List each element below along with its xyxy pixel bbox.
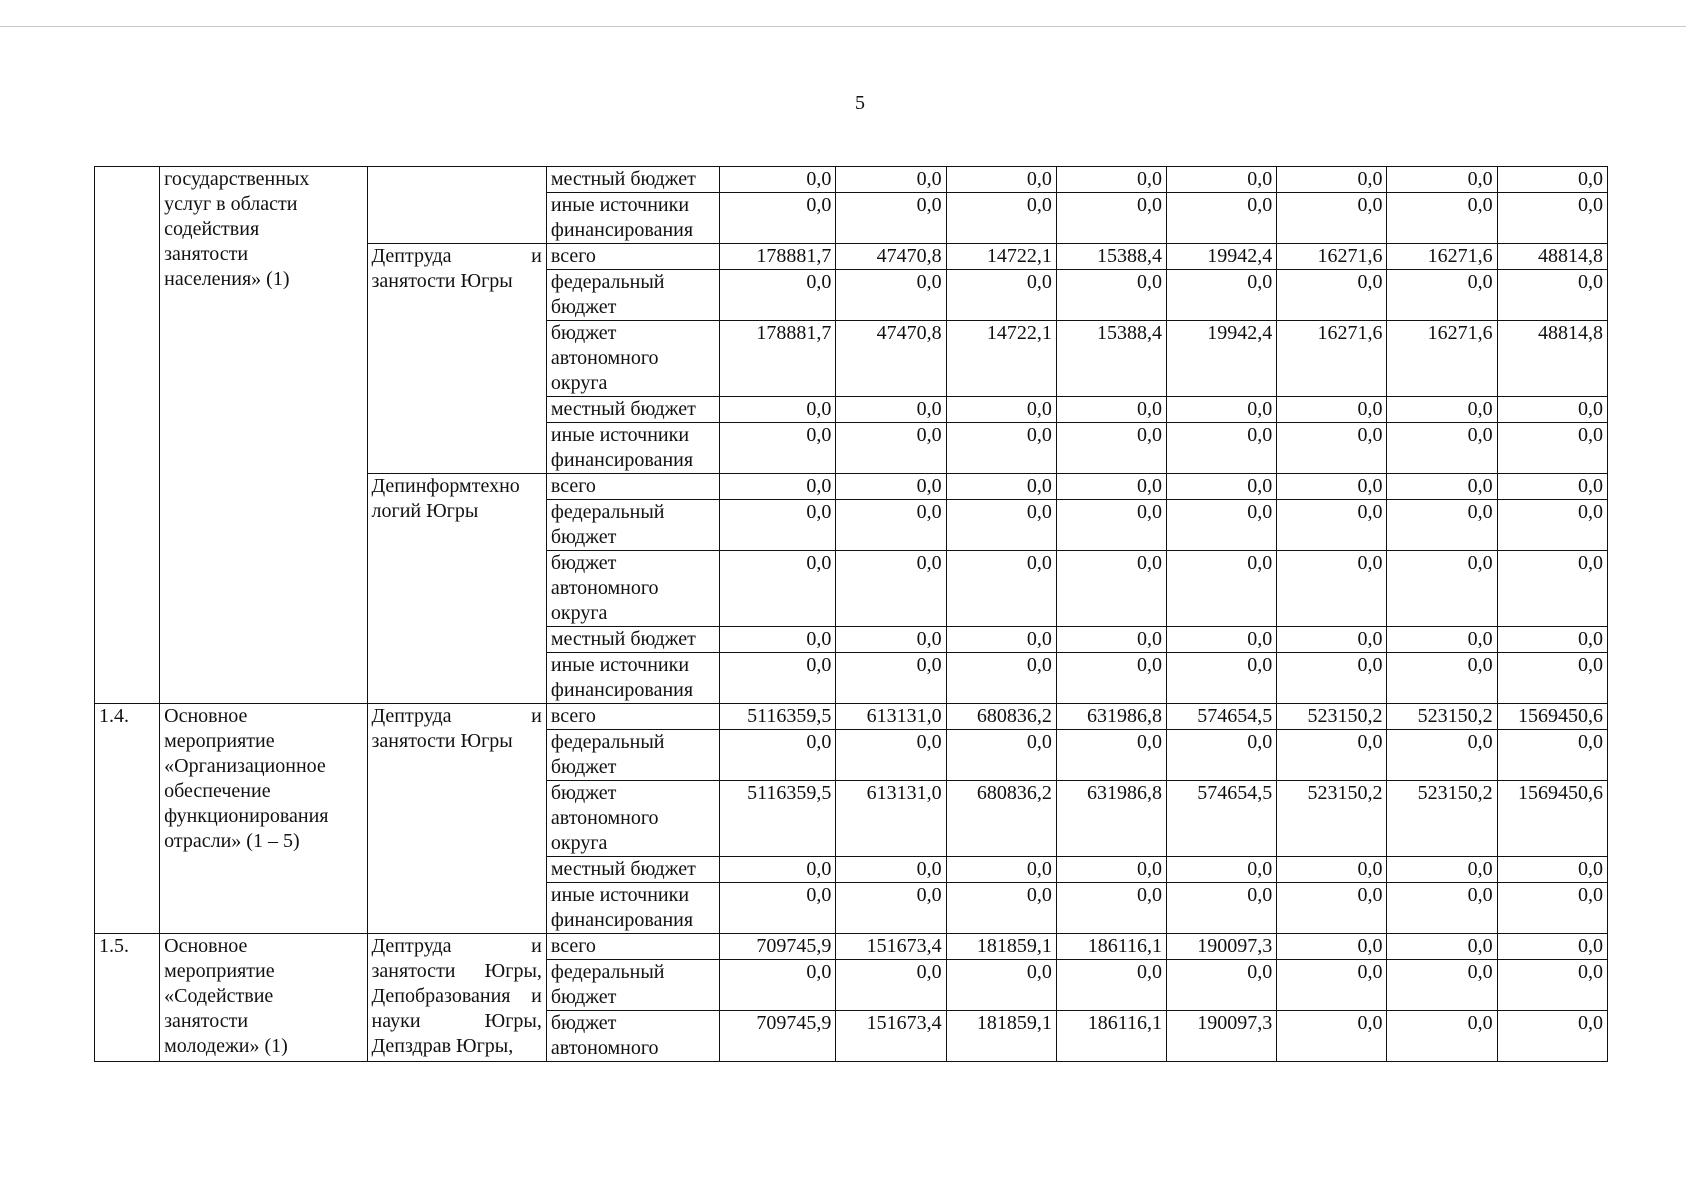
year-value: 0,0 bbox=[1056, 730, 1166, 781]
funding-source: иные источники финансирования bbox=[546, 653, 719, 704]
funding-source: всего bbox=[546, 934, 719, 960]
year-value: 0,0 bbox=[1167, 653, 1277, 704]
total-value: 0,0 bbox=[720, 883, 836, 934]
year-value: 186116,1 bbox=[1056, 1011, 1166, 1062]
year-value: 0,0 bbox=[836, 627, 946, 653]
year-value: 0,0 bbox=[1056, 653, 1166, 704]
year-value: 0,0 bbox=[1387, 397, 1497, 423]
activity-index: 1.4. bbox=[95, 704, 160, 934]
year-value: 0,0 bbox=[1277, 627, 1387, 653]
funding-source: иные источники финансирования bbox=[546, 193, 719, 244]
total-value: 0,0 bbox=[720, 653, 836, 704]
year-value: 0,0 bbox=[946, 883, 1056, 934]
year-value: 151673,4 bbox=[836, 934, 946, 960]
year-value: 0,0 bbox=[1167, 474, 1277, 500]
year-value: 0,0 bbox=[1056, 474, 1166, 500]
year-value: 0,0 bbox=[946, 627, 1056, 653]
year-value: 0,0 bbox=[1167, 857, 1277, 883]
year-value: 0,0 bbox=[1277, 1011, 1387, 1062]
year-value: 0,0 bbox=[1056, 193, 1166, 244]
year-value: 0,0 bbox=[1497, 730, 1607, 781]
year-value: 0,0 bbox=[1277, 500, 1387, 551]
year-value: 1569450,6 bbox=[1497, 704, 1607, 730]
year-value: 0,0 bbox=[836, 883, 946, 934]
year-value: 151673,4 bbox=[836, 1011, 946, 1062]
year-value: 0,0 bbox=[1277, 857, 1387, 883]
funding-source: всего bbox=[546, 244, 719, 270]
funding-source: местный бюджет bbox=[546, 167, 719, 193]
year-value: 190097,3 bbox=[1167, 934, 1277, 960]
year-value: 0,0 bbox=[1277, 551, 1387, 627]
executor-cell: Дептруда и занятости Югры bbox=[367, 704, 546, 934]
funding-source: местный бюджет bbox=[546, 397, 719, 423]
year-value: 1569450,6 bbox=[1497, 781, 1607, 857]
year-value: 19942,4 bbox=[1167, 244, 1277, 270]
year-value: 0,0 bbox=[1167, 960, 1277, 1011]
year-value: 0,0 bbox=[836, 653, 946, 704]
year-value: 0,0 bbox=[1387, 883, 1497, 934]
year-value: 0,0 bbox=[1497, 167, 1607, 193]
total-value: 709745,9 bbox=[720, 934, 836, 960]
funding-source: бюджет автономного округа bbox=[546, 551, 719, 627]
year-value: 0,0 bbox=[1387, 960, 1497, 1011]
year-value: 0,0 bbox=[1497, 193, 1607, 244]
year-value: 0,0 bbox=[1387, 934, 1497, 960]
funding-source: местный бюджет bbox=[546, 857, 719, 883]
total-value: 0,0 bbox=[720, 730, 836, 781]
year-value: 0,0 bbox=[1056, 270, 1166, 321]
table-row bbox=[95, 934, 1608, 960]
year-value: 0,0 bbox=[1056, 857, 1166, 883]
funding-source: иные источники финансирования bbox=[546, 423, 719, 474]
year-value: 0,0 bbox=[1056, 960, 1166, 1011]
year-value: 16271,6 bbox=[1277, 321, 1387, 397]
year-value: 0,0 bbox=[1056, 423, 1166, 474]
year-value: 0,0 bbox=[1497, 627, 1607, 653]
year-value: 0,0 bbox=[1497, 423, 1607, 474]
funding-source: всего bbox=[546, 474, 719, 500]
year-value: 0,0 bbox=[1387, 1011, 1497, 1062]
executor-cell: Дептруда и занятости Югры, Депобразования и науки Югры, Депздрав Югры, bbox=[367, 934, 546, 1062]
activity-description: Основное мероприятие «Содействие занятости молодежи» (1) bbox=[160, 934, 367, 1062]
year-value: 0,0 bbox=[1277, 193, 1387, 244]
year-value: 574654,5 bbox=[1167, 704, 1277, 730]
year-value: 523150,2 bbox=[1277, 704, 1387, 730]
year-value: 0,0 bbox=[1167, 883, 1277, 934]
total-value: 0,0 bbox=[720, 397, 836, 423]
year-value: 19942,4 bbox=[1167, 321, 1277, 397]
year-value: 0,0 bbox=[946, 423, 1056, 474]
executor-cell bbox=[367, 167, 546, 244]
year-value: 0,0 bbox=[1277, 474, 1387, 500]
year-value: 0,0 bbox=[946, 730, 1056, 781]
year-value: 0,0 bbox=[1056, 500, 1166, 551]
total-value: 0,0 bbox=[720, 551, 836, 627]
year-value: 15388,4 bbox=[1056, 321, 1166, 397]
executor-cell: Депинформтехно логий Югры bbox=[367, 474, 546, 704]
table-row bbox=[95, 167, 1608, 193]
year-value: 0,0 bbox=[1056, 627, 1166, 653]
year-value: 0,0 bbox=[946, 167, 1056, 193]
year-value: 0,0 bbox=[1167, 193, 1277, 244]
year-value: 48814,8 bbox=[1497, 321, 1607, 397]
year-value: 0,0 bbox=[836, 270, 946, 321]
executor-cell: Дептруда и занятости Югры bbox=[367, 244, 546, 474]
year-value: 0,0 bbox=[946, 397, 1056, 423]
total-value: 5116359,5 bbox=[720, 704, 836, 730]
year-value: 47470,8 bbox=[836, 244, 946, 270]
year-value: 574654,5 bbox=[1167, 781, 1277, 857]
year-value: 0,0 bbox=[836, 730, 946, 781]
year-value: 0,0 bbox=[836, 193, 946, 244]
year-value: 14722,1 bbox=[946, 321, 1056, 397]
funding-source: федеральный бюджет bbox=[546, 270, 719, 321]
table-row bbox=[95, 704, 1608, 730]
total-value: 0,0 bbox=[720, 857, 836, 883]
year-value: 0,0 bbox=[1387, 270, 1497, 321]
year-value: 0,0 bbox=[1056, 883, 1166, 934]
year-value: 523150,2 bbox=[1277, 781, 1387, 857]
year-value: 0,0 bbox=[1056, 167, 1166, 193]
total-value: 0,0 bbox=[720, 270, 836, 321]
year-value: 0,0 bbox=[836, 857, 946, 883]
year-value: 0,0 bbox=[836, 474, 946, 500]
year-value: 631986,8 bbox=[1056, 781, 1166, 857]
activity-description: Основное мероприятие «Организационное обеспечение функционирования отрасли» (1 – 5) bbox=[160, 704, 367, 934]
year-value: 613131,0 bbox=[836, 704, 946, 730]
total-value: 0,0 bbox=[720, 193, 836, 244]
year-value: 0,0 bbox=[836, 551, 946, 627]
year-value: 0,0 bbox=[1497, 551, 1607, 627]
year-value: 0,0 bbox=[1167, 730, 1277, 781]
year-value: 0,0 bbox=[946, 270, 1056, 321]
year-value: 0,0 bbox=[1277, 883, 1387, 934]
year-value: 0,0 bbox=[1167, 627, 1277, 653]
year-value: 16271,6 bbox=[1387, 244, 1497, 270]
year-value: 0,0 bbox=[1167, 551, 1277, 627]
year-value: 0,0 bbox=[946, 500, 1056, 551]
total-value: 0,0 bbox=[720, 167, 836, 193]
total-value: 0,0 bbox=[720, 627, 836, 653]
year-value: 613131,0 bbox=[836, 781, 946, 857]
year-value: 0,0 bbox=[1497, 474, 1607, 500]
total-value: 5116359,5 bbox=[720, 781, 836, 857]
year-value: 0,0 bbox=[1277, 397, 1387, 423]
activity-description: государственных услуг в области содействия занятости населения» (1) bbox=[160, 167, 367, 704]
year-value: 0,0 bbox=[1497, 653, 1607, 704]
year-value: 0,0 bbox=[1497, 1011, 1607, 1062]
year-value: 0,0 bbox=[1277, 423, 1387, 474]
year-value: 0,0 bbox=[946, 653, 1056, 704]
year-value: 0,0 bbox=[1167, 397, 1277, 423]
year-value: 0,0 bbox=[946, 960, 1056, 1011]
year-value: 0,0 bbox=[946, 857, 1056, 883]
year-value: 0,0 bbox=[1167, 500, 1277, 551]
total-value: 0,0 bbox=[720, 474, 836, 500]
year-value: 0,0 bbox=[1387, 167, 1497, 193]
year-value: 0,0 bbox=[1387, 551, 1497, 627]
year-value: 0,0 bbox=[1167, 423, 1277, 474]
year-value: 16271,6 bbox=[1277, 244, 1387, 270]
year-value: 0,0 bbox=[1497, 934, 1607, 960]
year-value: 523150,2 bbox=[1387, 781, 1497, 857]
year-value: 0,0 bbox=[836, 397, 946, 423]
year-value: 0,0 bbox=[1167, 167, 1277, 193]
year-value: 0,0 bbox=[946, 474, 1056, 500]
total-value: 178881,7 bbox=[720, 244, 836, 270]
year-value: 0,0 bbox=[1277, 270, 1387, 321]
year-value: 0,0 bbox=[946, 551, 1056, 627]
year-value: 0,0 bbox=[1277, 167, 1387, 193]
year-value: 680836,2 bbox=[946, 781, 1056, 857]
year-value: 0,0 bbox=[1497, 397, 1607, 423]
total-value: 709745,9 bbox=[720, 1011, 836, 1062]
year-value: 15388,4 bbox=[1056, 244, 1166, 270]
year-value: 0,0 bbox=[1056, 551, 1166, 627]
year-value: 0,0 bbox=[1387, 730, 1497, 781]
year-value: 0,0 bbox=[1387, 500, 1497, 551]
year-value: 47470,8 bbox=[836, 321, 946, 397]
year-value: 0,0 bbox=[1277, 960, 1387, 1011]
year-value: 0,0 bbox=[1387, 653, 1497, 704]
funding-source: бюджет автономного округа bbox=[546, 321, 719, 397]
funding-source: бюджет автономного bbox=[546, 1011, 719, 1062]
activity-index bbox=[95, 167, 160, 704]
year-value: 0,0 bbox=[1497, 270, 1607, 321]
year-value: 186116,1 bbox=[1056, 934, 1166, 960]
year-value: 0,0 bbox=[836, 500, 946, 551]
year-value: 14722,1 bbox=[946, 244, 1056, 270]
year-value: 0,0 bbox=[1387, 857, 1497, 883]
year-value: 0,0 bbox=[1497, 857, 1607, 883]
year-value: 0,0 bbox=[1277, 934, 1387, 960]
scan-top-edge bbox=[0, 0, 1686, 30]
year-value: 0,0 bbox=[1497, 960, 1607, 1011]
year-value: 0,0 bbox=[836, 960, 946, 1011]
year-value: 0,0 bbox=[1277, 653, 1387, 704]
year-value: 0,0 bbox=[1387, 627, 1497, 653]
year-value: 0,0 bbox=[836, 167, 946, 193]
page-number: 5 bbox=[855, 92, 865, 114]
funding-source: бюджет автономного округа bbox=[546, 781, 719, 857]
year-value: 631986,8 bbox=[1056, 704, 1166, 730]
year-value: 0,0 bbox=[1387, 474, 1497, 500]
year-value: 190097,3 bbox=[1167, 1011, 1277, 1062]
funding-source: федеральный бюджет bbox=[546, 730, 719, 781]
year-value: 0,0 bbox=[1387, 193, 1497, 244]
year-value: 181859,1 bbox=[946, 1011, 1056, 1062]
year-value: 0,0 bbox=[836, 423, 946, 474]
funding-source: иные источники финансирования bbox=[546, 883, 719, 934]
year-value: 0,0 bbox=[1167, 270, 1277, 321]
year-value: 0,0 bbox=[1387, 423, 1497, 474]
year-value: 0,0 bbox=[1277, 730, 1387, 781]
year-value: 0,0 bbox=[1497, 883, 1607, 934]
funding-source: федеральный бюджет bbox=[546, 500, 719, 551]
year-value: 0,0 bbox=[946, 193, 1056, 244]
year-value: 16271,6 bbox=[1387, 321, 1497, 397]
financing-table bbox=[94, 166, 1608, 1062]
year-value: 680836,2 bbox=[946, 704, 1056, 730]
year-value: 48814,8 bbox=[1497, 244, 1607, 270]
total-value: 0,0 bbox=[720, 500, 836, 551]
funding-source: всего bbox=[546, 704, 719, 730]
year-value: 0,0 bbox=[1056, 397, 1166, 423]
year-value: 523150,2 bbox=[1387, 704, 1497, 730]
funding-source: местный бюджет bbox=[546, 627, 719, 653]
total-value: 0,0 bbox=[720, 423, 836, 474]
funding-source: федеральный бюджет bbox=[546, 960, 719, 1011]
total-value: 0,0 bbox=[720, 960, 836, 1011]
activity-index: 1.5. bbox=[95, 934, 160, 1062]
year-value: 181859,1 bbox=[946, 934, 1056, 960]
year-value: 0,0 bbox=[1497, 500, 1607, 551]
total-value: 178881,7 bbox=[720, 321, 836, 397]
